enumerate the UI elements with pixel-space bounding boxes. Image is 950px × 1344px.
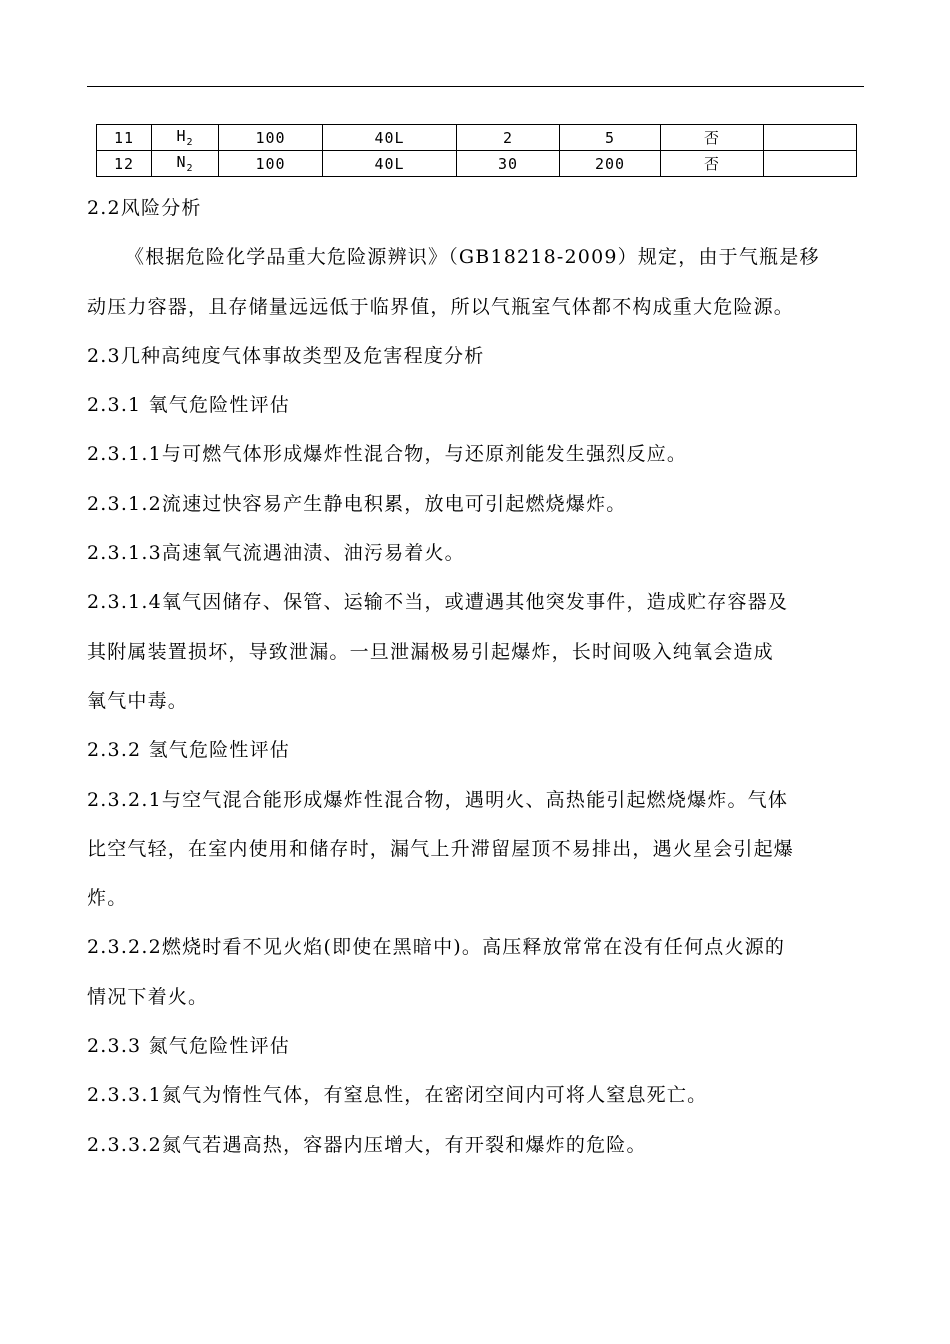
section-heading: 2.2风险分析 xyxy=(87,197,202,219)
value-cell: 30 xyxy=(457,151,560,177)
paragraph-line: 氧气中毒。 xyxy=(87,689,189,712)
paragraph-line: 2.3.3.2氮气若遇高热，容器内压增大，有开裂和爆炸的危险。 xyxy=(87,1133,647,1156)
paragraph-line: 情况下着火。 xyxy=(87,985,209,1008)
table-row xyxy=(97,151,857,177)
value-cell: 5 xyxy=(560,125,661,151)
subsection-heading: 2.3.2 氢气危险性评估 xyxy=(87,739,290,762)
paragraph-line: 2.3.1.3高速氧气流遇油渍、油污易着火。 xyxy=(87,542,465,565)
gas-formula: $H_2$ xyxy=(152,125,219,151)
header-rule xyxy=(87,86,864,87)
volume-cell: 40L xyxy=(323,125,457,151)
paragraph-line: 2.3.1.1与可燃气体形成爆炸性混合物，与还原剂能发生强烈反应。 xyxy=(87,443,688,466)
empty-cell xyxy=(764,151,857,177)
document-body xyxy=(87,190,863,1176)
paragraph-line: 比空气轻，在室内使用和储存时，漏气上升滞留屋顶不易排出，遇火星会引起爆 xyxy=(87,837,795,860)
volume-cell: 40L xyxy=(323,151,457,177)
row-number: 12 xyxy=(97,151,152,177)
gas-cylinder-table xyxy=(96,124,857,177)
paragraph-line: 2.3.1.2流速过快容易产生静电积累，放电可引起燃烧爆炸。 xyxy=(87,492,627,515)
paragraph-line: 其附属装置损坏，导致泄漏。一旦泄漏极易引起爆炸，长时间吸入纯氧会造成 xyxy=(87,640,774,663)
gas-formula: $N_2$ xyxy=(152,151,219,177)
value-cell: 2 xyxy=(457,125,560,151)
flag-cell: 否 xyxy=(661,151,764,177)
table-row xyxy=(97,125,857,151)
quantity-cell: 100 xyxy=(219,125,323,151)
paragraph-line: 2.3.3.1氮气为惰性气体，有窒息性，在密闭空间内可将人窒息死亡。 xyxy=(87,1084,708,1107)
value-cell: 200 xyxy=(560,151,661,177)
paragraph-line: 2.3.2.2燃烧时看不见火焰(即使在黑暗中)。高压释放常常在没有任何点火源的 xyxy=(87,936,786,959)
paragraph-line: 炸。 xyxy=(87,887,128,910)
quantity-cell: 100 xyxy=(219,151,323,177)
flag-cell: 否 xyxy=(661,125,764,151)
subsection-heading: 2.3.1 氧气危险性评估 xyxy=(87,394,290,417)
paragraph-line: 《根据危险化学品重大危险源辨识》（GB18218-2009）规定，由于气瓶是移 xyxy=(125,246,820,269)
paragraph-line: 动压力容器，且存储量远远低于临界值，所以气瓶室气体都不构成重大危险源。 xyxy=(87,295,795,318)
empty-cell xyxy=(764,125,857,151)
paragraph-line: 2.3.1.4氧气因储存、保管、运输不当，或遭遇其他突发事件，造成贮存容器及 xyxy=(87,591,789,614)
section-heading: 2.3几种高纯度气体事故类型及危害程度分析 xyxy=(87,344,485,367)
row-number: 11 xyxy=(97,125,152,151)
paragraph-line: 2.3.2.1与空气混合能形成爆炸性混合物，遇明火、高热能引起燃烧爆炸。气体 xyxy=(87,788,789,811)
subsection-heading: 2.3.3 氮气危险性评估 xyxy=(87,1035,290,1058)
